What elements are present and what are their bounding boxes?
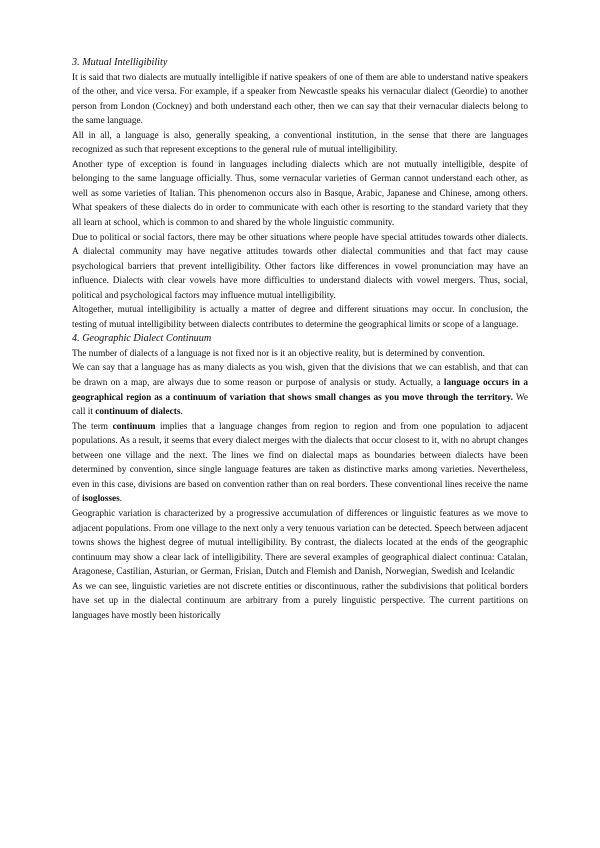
text-run: Due to political or social factors, there may be other situations where people have special attitudes towards other dialects. A dialectal community may have negative attitudes towards other dialectal communities and that fact may cause psychological barriers that prevent intelligibility. Other factors like differences in vowel pronunciation may have an influence. Dialects with clear vowels have more difficulties to understand dialects with vowel mergers. Thus, social, political and psychological factors may influence mutual intelligibility. [72, 232, 528, 301]
paragraph [72, 580, 528, 624]
text-run: The term [72, 421, 113, 432]
section-heading: 4. Geographic Dialect Continuum [72, 333, 212, 345]
bold-text: continuum [112, 421, 156, 432]
text-run: Another type of exception is found in languages including dialects which are not mutually intelligible, despite of belonging to the same language officially. Thus, some vernacular varieties of German cannot understand each other, as well as some varieties of Italian. This phenomenon occurs also in Basque, Arabic, Japanese and Chinese, among others. What speakers of these dialects do in order to communicate with each other is resorting to the standard variety that they all learn at school, which is common to and shared by the whole linguistic community. [72, 159, 528, 229]
paragraph [72, 129, 528, 158]
paragraph [72, 420, 528, 507]
text-run: The number of dialects of a language is not fixed nor is it an objective reality, but is determined by convention. [72, 348, 485, 359]
paragraph [72, 347, 528, 362]
text-run: All in all, a language is also, generally speaking, a conventional institution, in the sense that there are languages recognized as such that represent exceptions to the general rule of mutual intelligibility. [72, 130, 528, 156]
text-run: Geographic variation is characterized by a progressive accumulation of differences or linguistic features as we move to adjacent populations. From one village to the next only a very tenuous variation can be detected. Speech between adjacent towns shows the highest degree of mutual intelligibility. By contrast, the dialects located at the ends of the geographic continuum may show a clear lack of intelligibility. There are several examples of geographical dialect continua: Catalan, Aragonese, Castilian, Asturian, or German, Frisian, Dutch and Flemish and Danish, Norwegian, Swedish and Icelandic [72, 508, 528, 578]
section-mutual-intelligibility [72, 56, 528, 332]
text-run: We can say that a language has as many dialects as you wish, given that the divisions that we can establish, and that can be drawn on a map, are always due to some reason or purpose of analysis or study. Actually, a [72, 363, 528, 389]
text-run: Altogether, mutual intelligibility is actually a matter of degree and different situations may occur. In conclusion, the testing of mutual intelligibility between dialects contributes to determine the geographical limits or scope of a language. [72, 305, 528, 330]
text-run: As we can see, linguistic varieties are not discrete entities or discontinuous, rather the subdivisions that political borders have set up in the dialectal continuum are arbitrary from a purely linguistic perspective. The current partitions on languages have mostly been historically [72, 581, 528, 621]
text-run: We call it [72, 392, 528, 418]
paragraph [72, 361, 528, 419]
bold-text: continuum of dialects [95, 407, 181, 418]
paragraph [72, 71, 528, 129]
section-geographic-dialect-continuum [72, 332, 528, 623]
section-heading: 3. Mutual Intelligibility [72, 57, 168, 68]
paragraph [72, 303, 528, 332]
bold-text: language occurs in a geographical region as a continuum of variation that shows small changes as you move through the territory. [72, 378, 528, 403]
paragraph [72, 507, 528, 580]
text-run: . [119, 494, 123, 505]
text-run: . [180, 407, 183, 418]
paragraph [72, 158, 528, 231]
text-run: implies that a language changes from region to region and from one population to adjacent populations. As a result, it seems that every dialect merges with the dialects that occur closest to it, with no abrupt changes between one village and the next. The lines we find on dialectal maps as boundaries between dialects have been determined by convention, since single language features are taken as distinctive marks among varieties. Nevertheless, even in this case, divisions are based on convention rather than on real borders. These conventional lines receive the name of [72, 421, 529, 505]
paragraph [72, 231, 528, 304]
text-run: It is said that two dialects are mutually intelligible if native speakers of one of them are able to understand native speakers of the other, and vice versa. For example, if a speaker from Newcastle speaks his vernacular dialect (Geordie) to another person from London (Cockney) and both understand each other, then we can say that their vernacular dialects belong to the same language. [72, 72, 528, 127]
bold-text: isoglosses [82, 494, 120, 505]
